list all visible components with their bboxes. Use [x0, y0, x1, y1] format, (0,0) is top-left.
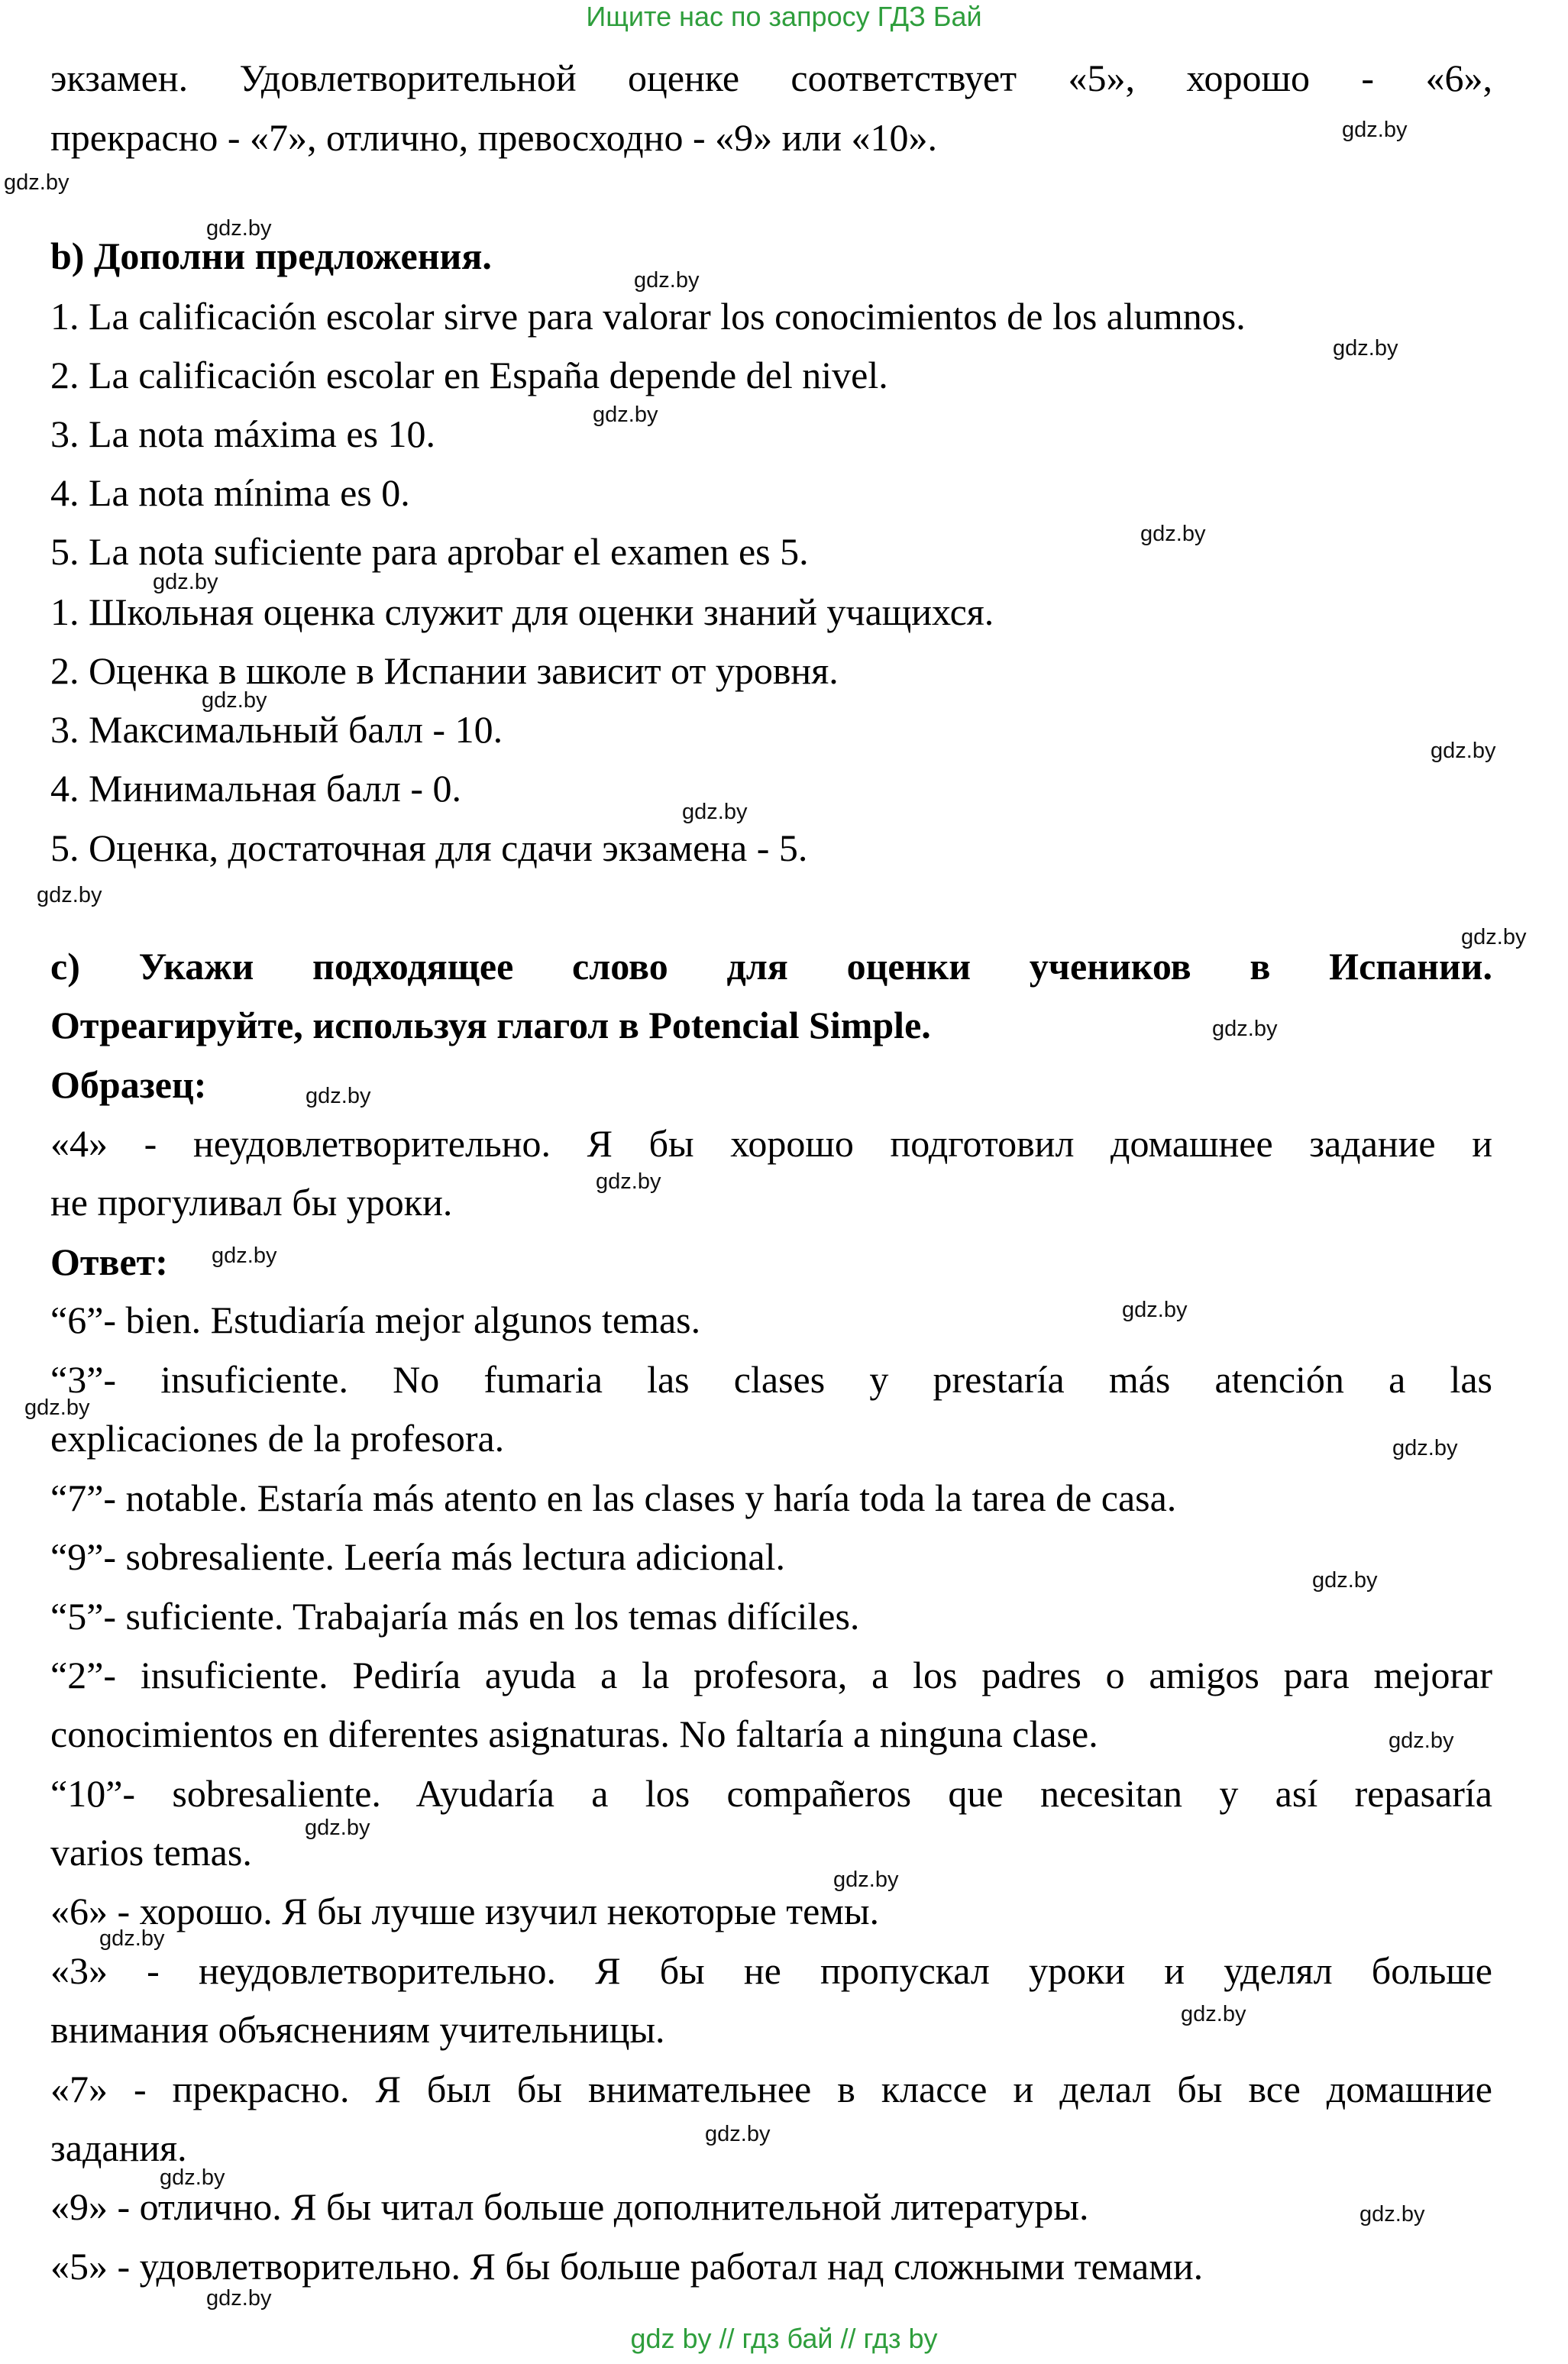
text-line: «4» - неудовлетворительно. Я бы хорошо подготовил домашнее задание и: [50, 1122, 1492, 1165]
text-line: 5. Оценка, достаточная для сдачи экзамена - 5.: [50, 826, 808, 869]
watermark: gdz.by: [705, 2122, 771, 2146]
text-line: “2”- insuficiente. Pediría ayuda a la profesora, a los padres o amigos para mejorar: [50, 1654, 1492, 1696]
watermark: gdz.by: [634, 268, 700, 293]
text-line: 1. La calificación escolar sirve para valorar los conocimientos de los alumnos.: [50, 295, 1246, 338]
text-line: “3”- insuficiente. No fumaria las clases y prestaría más atención a las: [50, 1358, 1492, 1401]
watermark: gdz.by: [99, 1926, 165, 1951]
watermark: gdz.by: [593, 403, 658, 427]
text-line: varios temas.: [50, 1831, 252, 1874]
watermark: gdz.by: [305, 1816, 370, 1840]
answer-label: Ответ:: [50, 1240, 168, 1283]
text-line: “10”- sobresaliente. Ayudaría a los compañeros que necesitan y así repasaría: [50, 1772, 1492, 1815]
text-line: «6» - хорошо. Я бы лучше изучил некоторые темы.: [50, 1890, 880, 1932]
watermark: gdz.by: [833, 1868, 899, 1892]
text-line: 3. Максимальный балл - 10.: [50, 708, 503, 751]
watermark: gdz.by: [1392, 1436, 1458, 1460]
text-line: conocimientos en diferentes asignaturas. No faltaría a ninguna clase.: [50, 1712, 1098, 1755]
watermark: gdz.by: [1431, 739, 1496, 763]
text-line: внимания объяснениям учительницы.: [50, 2008, 665, 2051]
text-line: «3» - неудовлетворительно. Я бы не пропускал уроки и уделял больше: [50, 1949, 1492, 1992]
text-line: 4. La nota mínima es 0.: [50, 471, 410, 514]
watermark: gdz.by: [1181, 2002, 1246, 2026]
watermark: gdz.by: [682, 800, 748, 824]
watermark: gdz.by: [1461, 925, 1527, 949]
section-heading-c-cont: Отреагируйте, используя глагол в Potencial Simple.: [50, 1004, 931, 1046]
text-line: “7”- notable. Estaría más atento en las clases y haría toda la tarea de casa.: [50, 1476, 1177, 1519]
watermark: gdz.by: [1333, 336, 1398, 361]
text-line: 4. Минимальная балл - 0.: [50, 767, 461, 810]
text-line: «9» - отлично. Я бы читал больше дополнительной литературы.: [50, 2185, 1089, 2228]
text-line: “5”- suficiente. Trabajaría más en los temas difíciles.: [50, 1595, 860, 1638]
text-line: «5» - удовлетворительно. Я бы больше работал над сложными темами.: [50, 2245, 1204, 2288]
text-line: задания.: [50, 2126, 187, 2169]
text-line: экзамен. Удовлетворительной оценке соответствует «5», хорошо - «6»,: [50, 57, 1492, 99]
text-line: прекрасно - «7», отлично, превосходно - «9» или «10».: [50, 116, 938, 159]
watermark: gdz.by: [37, 883, 102, 907]
watermark: gdz.by: [1122, 1298, 1188, 1322]
text-line: 2. Оценка в школе в Испании зависит от уровня.: [50, 649, 839, 692]
text-line: не прогуливал бы уроки.: [50, 1181, 453, 1224]
watermark: gdz.by: [596, 1169, 661, 1194]
watermark: gdz.by: [1389, 1729, 1454, 1753]
bottom-banner[interactable]: gdz by // гдз бай // гдз by: [630, 2323, 938, 2354]
example-label: Образец:: [50, 1063, 207, 1106]
section-heading-c: c) Укажи подходящее слово для оценки учеников в Испании.: [50, 945, 1492, 988]
watermark: gdz.by: [153, 570, 218, 594]
text-line: 2. La calificación escolar en España depende del nivel.: [50, 354, 888, 396]
watermark: gdz.by: [1140, 522, 1206, 546]
text-line: explicaciones de la profesora.: [50, 1417, 505, 1460]
text-line: 1. Школьная оценка служит для оценки знаний учащихся.: [50, 590, 994, 633]
watermark: gdz.by: [306, 1084, 371, 1108]
watermark: gdz.by: [206, 216, 272, 241]
text-line: “6”- bien. Estudiaría mejor algunos temas.: [50, 1298, 701, 1341]
watermark: gdz.by: [160, 2165, 225, 2190]
watermark: gdz.by: [4, 170, 70, 195]
watermark: gdz.by: [202, 688, 267, 713]
watermark: gdz.by: [206, 2286, 272, 2311]
watermark: gdz.by: [1212, 1017, 1278, 1041]
watermark: gdz.by: [24, 1395, 90, 1420]
text-line: 3. La nota máxima es 10.: [50, 412, 436, 455]
watermark: gdz.by: [1312, 1568, 1378, 1593]
top-banner[interactable]: Ищите нас по запросу ГДЗ Бай: [586, 1, 982, 32]
watermark: gdz.by: [212, 1243, 277, 1268]
text-line: “9”- sobresaliente. Leería más lectura adicional.: [50, 1535, 786, 1578]
watermark: gdz.by: [1342, 118, 1408, 142]
watermark: gdz.by: [1359, 2202, 1425, 2227]
section-heading-b: b) Дополни предложения.: [50, 234, 492, 277]
text-line: «7» - прекрасно. Я был бы внимательнее в классе и делал бы все домашние: [50, 2068, 1492, 2110]
text-line: 5. La nota suficiente para aprobar el examen es 5.: [50, 530, 809, 573]
